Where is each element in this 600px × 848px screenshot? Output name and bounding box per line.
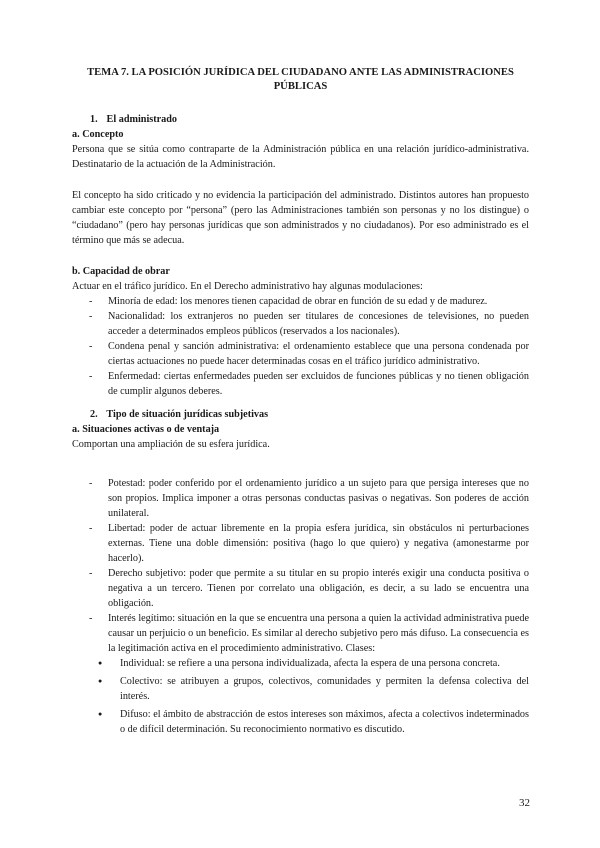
- list-item: - Interés legítimo: situación en la que se encuentra una persona a quien la actividad administrativa puede causar un perjuicio o un beneficio. Es similar al derecho subjetivo pero más difuso. La consecuencia es la legitimación activa en el procedimiento administrativo. Clases:: [72, 611, 529, 656]
- concepto-paragraph-2: El concepto ha sido criticado y no evidencia la participación del administrado. Distintos autores han propuesto cambiar este concepto por “persona” (pero las Administraciones también son personas y no los distingue) o “ciudadano” (pero hay personas jurídicas que son administrados y no ciudadanos). Por eso administrado es el término que más se adecua.: [72, 190, 529, 246]
- subsection-capacidad-heading: b. Capacidad de obrar: [72, 266, 170, 277]
- list-item: - Enfermedad: ciertas enfermedades pueden ser excluidos de funciones públicas y no tienen obligación de cumplir algunos deberes.: [72, 369, 529, 399]
- subsection-situaciones-heading: a. Situaciones activas o de ventaja: [72, 424, 220, 435]
- list-item: - Libertad: poder de actuar libremente en la propia esfera jurídica, sin obstáculos ni perturbaciones externas. Tiene una doble dimensión: positiva (hago lo que quiero) y negativa (amonestarme por hacerlo).: [72, 521, 529, 566]
- list-item: ● Colectivo: se atribuyen a grupos, colectivos, comunidades y permiten la defensa colectiva del interés.: [72, 674, 529, 704]
- section-2-title: Tipo de situación jurídicas subjetivas: [106, 409, 269, 420]
- list-item: - Minoría de edad: los menores tienen capacidad de obrar en función de su edad y de madurez.: [72, 294, 529, 309]
- list-item: - Derecho subjetivo: poder que permite a su titular en su propio interés exigir una conducta positiva o negativa a un tercero. Tienen por correlato una obligación, es decir, a su lado se encuentra una obligación.: [72, 566, 529, 611]
- list-item: ● Individual: se refiere a una persona individualizada, afecta la espera de una persona concreta.: [72, 656, 529, 671]
- concepto-paragraph-1: Persona que se sitúa como contraparte de la Administración pública en una relación jurídico-administrativa. Destinatario de la actuación de la Administración.: [72, 144, 529, 170]
- page-number: 32: [519, 797, 530, 809]
- clases-list: [72, 656, 529, 737]
- list-item: - Condena penal y sanción administrativa: el ordenamiento establece que una persona condenada por ciertas actuaciones no puede hacer determinadas cosas en el tráfico jurídico administrativo.: [72, 339, 529, 369]
- section-1-title: El administrado: [106, 114, 178, 125]
- subsection-concepto-heading: a. Concepto: [72, 129, 124, 140]
- situaciones-intro: Comportan una ampliación de su esfera jurídica.: [72, 439, 270, 450]
- list-item: ● Difuso: el ámbito de abstracción de estos intereses son máximos, afecta a colectivos indeterminados o de difícil determinación. Su reconocimiento normativo es discutido.: [72, 707, 529, 737]
- capacidad-intro: Actuar en el tráfico jurídico. En el Derecho administrativo hay algunas modulaciones:: [72, 281, 423, 292]
- list-item: - Potestad: poder conferido por el ordenamiento jurídico a un sujeto para que persiga intereses que no son propios. Implica imponer a otras personas conductas pasivas o negativas. Son poderes de acción unilateral.: [72, 476, 529, 521]
- section-2-number: 2.: [90, 409, 98, 420]
- section-1-number: 1.: [90, 114, 98, 125]
- section-2-heading: [72, 407, 529, 422]
- page-title: TEMA 7. LA POSICIÓN JURÍDICA DEL CIUDADANO ANTE LAS ADMINISTRACIONES PÚBLICAS: [87, 67, 514, 92]
- list-item: - Nacionalidad: los extranjeros no pueden ser titulares de concesiones de televisiones, no pueden acceder a determinados empleos públicos (reservados a los nacionales).: [72, 309, 529, 339]
- situaciones-list: [72, 476, 529, 656]
- document-page: [72, 66, 529, 740]
- capacidad-list: [72, 294, 529, 399]
- section-1-heading: [72, 112, 529, 127]
